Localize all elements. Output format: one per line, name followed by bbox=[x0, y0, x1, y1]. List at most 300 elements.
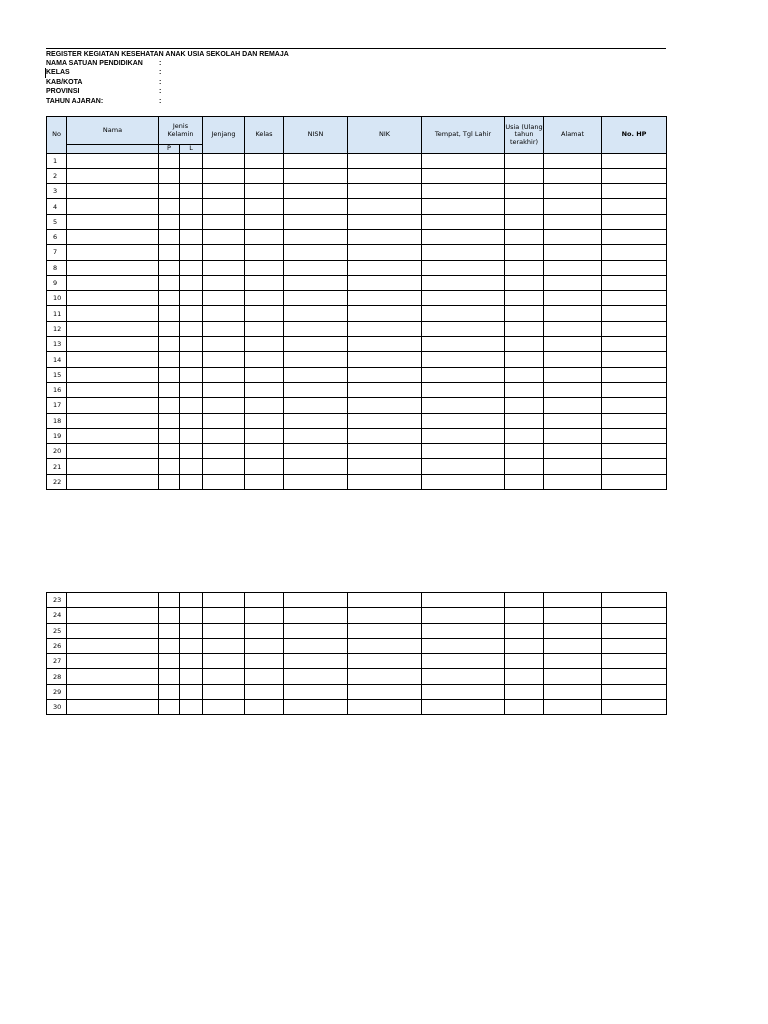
row-number: 20 bbox=[47, 444, 67, 459]
cell-jenjang bbox=[203, 352, 245, 367]
field-nama-satuan-pendidikan bbox=[46, 59, 446, 68]
row-number: 22 bbox=[47, 474, 67, 489]
cell-p bbox=[159, 337, 180, 352]
row-number: 19 bbox=[47, 428, 67, 443]
cell-alamat bbox=[544, 398, 602, 413]
cell-nisn bbox=[284, 214, 348, 229]
cell-tempat-tgl-lahir bbox=[422, 184, 505, 199]
cell-alamat bbox=[544, 275, 602, 290]
cell-nik bbox=[348, 260, 422, 275]
cell-jenjang bbox=[203, 214, 245, 229]
cell-alamat bbox=[544, 291, 602, 306]
cell-nisn bbox=[284, 184, 348, 199]
cell-nisn bbox=[284, 291, 348, 306]
cell-l bbox=[180, 199, 203, 214]
table-row bbox=[47, 229, 667, 244]
cell-p bbox=[159, 321, 180, 336]
cell-usia bbox=[505, 321, 544, 336]
cell-usia bbox=[505, 337, 544, 352]
cell-nik bbox=[348, 444, 422, 459]
cell-kelas bbox=[245, 352, 284, 367]
cell-usia bbox=[505, 654, 544, 669]
col-subheader-nama-blank bbox=[67, 145, 159, 154]
field-colon: : bbox=[159, 69, 162, 77]
cell-tempat-tgl-lahir bbox=[422, 153, 505, 168]
cell-p bbox=[159, 428, 180, 443]
row-number: 30 bbox=[47, 700, 67, 715]
cell-nisn bbox=[284, 593, 348, 608]
cell-nik bbox=[348, 229, 422, 244]
table-row bbox=[47, 382, 667, 397]
cell-no-hp bbox=[602, 168, 667, 183]
cell-no-hp bbox=[602, 321, 667, 336]
cell-nisn bbox=[284, 229, 348, 244]
cell-tempat-tgl-lahir bbox=[422, 321, 505, 336]
cell-kelas bbox=[245, 444, 284, 459]
cell-jenjang bbox=[203, 593, 245, 608]
row-number: 14 bbox=[47, 352, 67, 367]
cell-tempat-tgl-lahir bbox=[422, 638, 505, 653]
table-row bbox=[47, 608, 667, 623]
cell-l bbox=[180, 352, 203, 367]
field-colon: : bbox=[159, 78, 162, 86]
cell-tempat-tgl-lahir bbox=[422, 214, 505, 229]
cell-no-hp bbox=[602, 382, 667, 397]
cell-nama bbox=[67, 428, 159, 443]
field-label: PROVINSI bbox=[46, 88, 80, 96]
cell-kelas bbox=[245, 623, 284, 638]
cell-kelas bbox=[245, 669, 284, 684]
cell-alamat bbox=[544, 413, 602, 428]
cell-usia bbox=[505, 684, 544, 699]
cell-nama bbox=[67, 229, 159, 244]
cell-nama bbox=[67, 700, 159, 715]
cell-nisn bbox=[284, 168, 348, 183]
cell-kelas bbox=[245, 459, 284, 474]
cell-usia bbox=[505, 245, 544, 260]
cell-l bbox=[180, 654, 203, 669]
cell-l bbox=[180, 291, 203, 306]
cell-alamat bbox=[544, 444, 602, 459]
cell-p bbox=[159, 367, 180, 382]
cell-nisn bbox=[284, 444, 348, 459]
register-table-part2 bbox=[46, 592, 667, 715]
cell-no-hp bbox=[602, 638, 667, 653]
cell-tempat-tgl-lahir bbox=[422, 459, 505, 474]
table-row bbox=[47, 367, 667, 382]
cell-tempat-tgl-lahir bbox=[422, 684, 505, 699]
cell-l bbox=[180, 275, 203, 290]
cell-jenjang bbox=[203, 444, 245, 459]
cell-no-hp bbox=[602, 260, 667, 275]
cell-p bbox=[159, 700, 180, 715]
cell-no-hp bbox=[602, 367, 667, 382]
cell-nisn bbox=[284, 459, 348, 474]
cell-jenjang bbox=[203, 398, 245, 413]
cell-nik bbox=[348, 337, 422, 352]
cell-tempat-tgl-lahir bbox=[422, 352, 505, 367]
register-table-body bbox=[47, 153, 667, 490]
cell-p bbox=[159, 593, 180, 608]
cell-nama bbox=[67, 168, 159, 183]
cell-alamat bbox=[544, 638, 602, 653]
table-row bbox=[47, 654, 667, 669]
cell-tempat-tgl-lahir bbox=[422, 275, 505, 290]
cell-jenjang bbox=[203, 260, 245, 275]
cell-kelas bbox=[245, 184, 284, 199]
cell-p bbox=[159, 184, 180, 199]
cell-no-hp bbox=[602, 593, 667, 608]
table-row bbox=[47, 184, 667, 199]
table-row bbox=[47, 352, 667, 367]
cell-l bbox=[180, 684, 203, 699]
cell-kelas bbox=[245, 168, 284, 183]
cell-alamat bbox=[544, 700, 602, 715]
field-colon: : bbox=[159, 60, 162, 67]
cell-no-hp bbox=[602, 608, 667, 623]
col-header-kelas: Kelas bbox=[245, 117, 284, 154]
col-header-nisn: NISN bbox=[284, 117, 348, 154]
cell-nik bbox=[348, 214, 422, 229]
cell-usia bbox=[505, 199, 544, 214]
row-number: 11 bbox=[47, 306, 67, 321]
register-meta bbox=[46, 50, 446, 106]
col-header-no: No bbox=[47, 117, 67, 154]
row-number: 18 bbox=[47, 413, 67, 428]
cell-usia bbox=[505, 229, 544, 244]
cell-nisn bbox=[284, 245, 348, 260]
cell-alamat bbox=[544, 474, 602, 489]
row-number: 28 bbox=[47, 669, 67, 684]
cell-nama bbox=[67, 382, 159, 397]
cell-alamat bbox=[544, 459, 602, 474]
cell-tempat-tgl-lahir bbox=[422, 669, 505, 684]
cell-nik bbox=[348, 669, 422, 684]
cell-usia bbox=[505, 474, 544, 489]
cell-kelas bbox=[245, 199, 284, 214]
row-number: 29 bbox=[47, 684, 67, 699]
cell-alamat bbox=[544, 306, 602, 321]
row-number: 6 bbox=[47, 229, 67, 244]
cell-p bbox=[159, 669, 180, 684]
cell-jenjang bbox=[203, 474, 245, 489]
cell-kelas bbox=[245, 654, 284, 669]
cell-nik bbox=[348, 474, 422, 489]
cell-p bbox=[159, 444, 180, 459]
row-number: 25 bbox=[47, 623, 67, 638]
cell-jenjang bbox=[203, 306, 245, 321]
cell-alamat bbox=[544, 593, 602, 608]
col-subheader-p: P bbox=[159, 145, 180, 154]
cell-nik bbox=[348, 321, 422, 336]
cell-no-hp bbox=[602, 398, 667, 413]
cell-usia bbox=[505, 459, 544, 474]
cell-nama bbox=[67, 444, 159, 459]
row-number: 26 bbox=[47, 638, 67, 653]
cell-alamat bbox=[544, 337, 602, 352]
cell-nisn bbox=[284, 700, 348, 715]
cell-kelas bbox=[245, 337, 284, 352]
cell-alamat bbox=[544, 623, 602, 638]
cell-p bbox=[159, 352, 180, 367]
cell-nama bbox=[67, 214, 159, 229]
cell-nik bbox=[348, 608, 422, 623]
cell-tempat-tgl-lahir bbox=[422, 413, 505, 428]
table-row bbox=[47, 321, 667, 336]
table-row bbox=[47, 623, 667, 638]
cell-l bbox=[180, 593, 203, 608]
cell-alamat bbox=[544, 153, 602, 168]
cell-usia bbox=[505, 382, 544, 397]
cell-kelas bbox=[245, 275, 284, 290]
cell-kelas bbox=[245, 608, 284, 623]
cell-p bbox=[159, 608, 180, 623]
cell-tempat-tgl-lahir bbox=[422, 337, 505, 352]
cell-jenjang bbox=[203, 638, 245, 653]
cell-tempat-tgl-lahir bbox=[422, 229, 505, 244]
cell-nama bbox=[67, 367, 159, 382]
table-row bbox=[47, 168, 667, 183]
field-colon: : bbox=[159, 88, 162, 96]
cell-p bbox=[159, 474, 180, 489]
cell-kelas bbox=[245, 398, 284, 413]
cell-p bbox=[159, 654, 180, 669]
cell-jenjang bbox=[203, 229, 245, 244]
cell-l bbox=[180, 214, 203, 229]
cell-nisn bbox=[284, 623, 348, 638]
cell-l bbox=[180, 700, 203, 715]
cell-p bbox=[159, 229, 180, 244]
cell-nama bbox=[67, 245, 159, 260]
cell-tempat-tgl-lahir bbox=[422, 654, 505, 669]
cell-kelas bbox=[245, 306, 284, 321]
cell-jenjang bbox=[203, 367, 245, 382]
row-number: 9 bbox=[47, 275, 67, 290]
field-label: TAHUN AJARAN: bbox=[46, 97, 104, 105]
table-row bbox=[47, 291, 667, 306]
cell-usia bbox=[505, 669, 544, 684]
row-number: 27 bbox=[47, 654, 67, 669]
cell-nisn bbox=[284, 367, 348, 382]
cell-usia bbox=[505, 413, 544, 428]
cell-nisn bbox=[284, 413, 348, 428]
cell-alamat bbox=[544, 669, 602, 684]
cell-nama bbox=[67, 398, 159, 413]
cell-kelas bbox=[245, 229, 284, 244]
cell-l bbox=[180, 229, 203, 244]
cell-nama bbox=[67, 337, 159, 352]
cell-jenjang bbox=[203, 684, 245, 699]
cell-nik bbox=[348, 291, 422, 306]
cell-usia bbox=[505, 291, 544, 306]
cell-jenjang bbox=[203, 321, 245, 336]
cell-nama bbox=[67, 474, 159, 489]
cell-kelas bbox=[245, 684, 284, 699]
top-rule bbox=[46, 48, 666, 49]
cell-l bbox=[180, 638, 203, 653]
register-table-part1 bbox=[46, 116, 667, 490]
cell-usia bbox=[505, 214, 544, 229]
col-header-usia: Usia (Ulang tahun terakhir) bbox=[505, 117, 544, 154]
row-number: 4 bbox=[47, 199, 67, 214]
cell-kelas bbox=[245, 260, 284, 275]
cell-usia bbox=[505, 638, 544, 653]
cell-p bbox=[159, 168, 180, 183]
cell-kelas bbox=[245, 474, 284, 489]
col-header-nama: Nama bbox=[67, 117, 159, 145]
cell-nisn bbox=[284, 199, 348, 214]
cell-jenjang bbox=[203, 153, 245, 168]
cell-nisn bbox=[284, 608, 348, 623]
cell-no-hp bbox=[602, 214, 667, 229]
table-row bbox=[47, 306, 667, 321]
table-row bbox=[47, 459, 667, 474]
cell-nik bbox=[348, 413, 422, 428]
cell-no-hp bbox=[602, 337, 667, 352]
row-number: 1 bbox=[47, 153, 67, 168]
col-subheader-l: L bbox=[180, 145, 203, 154]
cell-kelas bbox=[245, 593, 284, 608]
cell-l bbox=[180, 184, 203, 199]
cell-tempat-tgl-lahir bbox=[422, 398, 505, 413]
cell-no-hp bbox=[602, 623, 667, 638]
cell-usia bbox=[505, 153, 544, 168]
row-number: 8 bbox=[47, 260, 67, 275]
cell-l bbox=[180, 413, 203, 428]
cell-tempat-tgl-lahir bbox=[422, 306, 505, 321]
cell-no-hp bbox=[602, 684, 667, 699]
cell-usia bbox=[505, 168, 544, 183]
cell-nik bbox=[348, 623, 422, 638]
table-row bbox=[47, 444, 667, 459]
cell-nama bbox=[67, 306, 159, 321]
row-number: 2 bbox=[47, 168, 67, 183]
cell-nik bbox=[348, 593, 422, 608]
cell-nama bbox=[67, 459, 159, 474]
cell-jenjang bbox=[203, 700, 245, 715]
cell-tempat-tgl-lahir bbox=[422, 367, 505, 382]
cell-nama bbox=[67, 654, 159, 669]
table-row bbox=[47, 700, 667, 715]
field-tahun-ajaran bbox=[46, 97, 446, 106]
cell-kelas bbox=[245, 700, 284, 715]
cell-usia bbox=[505, 275, 544, 290]
cell-p bbox=[159, 153, 180, 168]
cell-jenjang bbox=[203, 608, 245, 623]
cell-tempat-tgl-lahir bbox=[422, 260, 505, 275]
cell-usia bbox=[505, 608, 544, 623]
cell-usia bbox=[505, 367, 544, 382]
cell-l bbox=[180, 382, 203, 397]
cell-tempat-tgl-lahir bbox=[422, 700, 505, 715]
table-row bbox=[47, 638, 667, 653]
cell-nisn bbox=[284, 306, 348, 321]
cell-kelas bbox=[245, 321, 284, 336]
cell-no-hp bbox=[602, 184, 667, 199]
cell-kelas bbox=[245, 638, 284, 653]
cell-tempat-tgl-lahir bbox=[422, 593, 505, 608]
cell-nik bbox=[348, 306, 422, 321]
table-row bbox=[47, 245, 667, 260]
cell-p bbox=[159, 275, 180, 290]
row-number: 12 bbox=[47, 321, 67, 336]
cell-p bbox=[159, 623, 180, 638]
cell-usia bbox=[505, 428, 544, 443]
col-header-nik: NIK bbox=[348, 117, 422, 154]
cell-nama bbox=[67, 638, 159, 653]
cell-jenjang bbox=[203, 168, 245, 183]
cell-kelas bbox=[245, 291, 284, 306]
cell-nama bbox=[67, 153, 159, 168]
cell-nama bbox=[67, 275, 159, 290]
cell-l bbox=[180, 669, 203, 684]
cell-nik bbox=[348, 700, 422, 715]
field-kelas bbox=[46, 68, 446, 77]
register-table-body bbox=[47, 593, 667, 715]
cell-nisn bbox=[284, 638, 348, 653]
cell-p bbox=[159, 260, 180, 275]
row-number: 24 bbox=[47, 608, 67, 623]
cell-no-hp bbox=[602, 291, 667, 306]
cell-kelas bbox=[245, 428, 284, 443]
cell-no-hp bbox=[602, 306, 667, 321]
cell-alamat bbox=[544, 214, 602, 229]
table-row bbox=[47, 214, 667, 229]
cell-nisn bbox=[284, 275, 348, 290]
cell-jenjang bbox=[203, 428, 245, 443]
cell-nisn bbox=[284, 352, 348, 367]
cell-l bbox=[180, 398, 203, 413]
cell-usia bbox=[505, 700, 544, 715]
cell-no-hp bbox=[602, 352, 667, 367]
cell-p bbox=[159, 459, 180, 474]
cell-l bbox=[180, 474, 203, 489]
cell-nisn bbox=[284, 321, 348, 336]
col-header-no-hp: No. HP bbox=[602, 117, 667, 154]
cell-l bbox=[180, 168, 203, 183]
cell-usia bbox=[505, 306, 544, 321]
row-number: 10 bbox=[47, 291, 67, 306]
cell-l bbox=[180, 337, 203, 352]
cell-nik bbox=[348, 638, 422, 653]
cell-kelas bbox=[245, 367, 284, 382]
cell-nik bbox=[348, 367, 422, 382]
cell-usia bbox=[505, 623, 544, 638]
field-label: KELAS bbox=[46, 69, 70, 77]
table-row bbox=[47, 398, 667, 413]
cell-no-hp bbox=[602, 654, 667, 669]
cell-alamat bbox=[544, 428, 602, 443]
cell-nama bbox=[67, 608, 159, 623]
table-row bbox=[47, 275, 667, 290]
cell-nik bbox=[348, 459, 422, 474]
cell-nisn bbox=[284, 669, 348, 684]
cell-usia bbox=[505, 260, 544, 275]
row-number: 17 bbox=[47, 398, 67, 413]
table-row bbox=[47, 337, 667, 352]
cell-l bbox=[180, 245, 203, 260]
cell-no-hp bbox=[602, 199, 667, 214]
cell-jenjang bbox=[203, 245, 245, 260]
cell-p bbox=[159, 413, 180, 428]
cell-nisn bbox=[284, 260, 348, 275]
row-number: 15 bbox=[47, 367, 67, 382]
table-row bbox=[47, 153, 667, 168]
cell-alamat bbox=[544, 260, 602, 275]
cell-alamat bbox=[544, 684, 602, 699]
cell-no-hp bbox=[602, 153, 667, 168]
cell-nik bbox=[348, 275, 422, 290]
